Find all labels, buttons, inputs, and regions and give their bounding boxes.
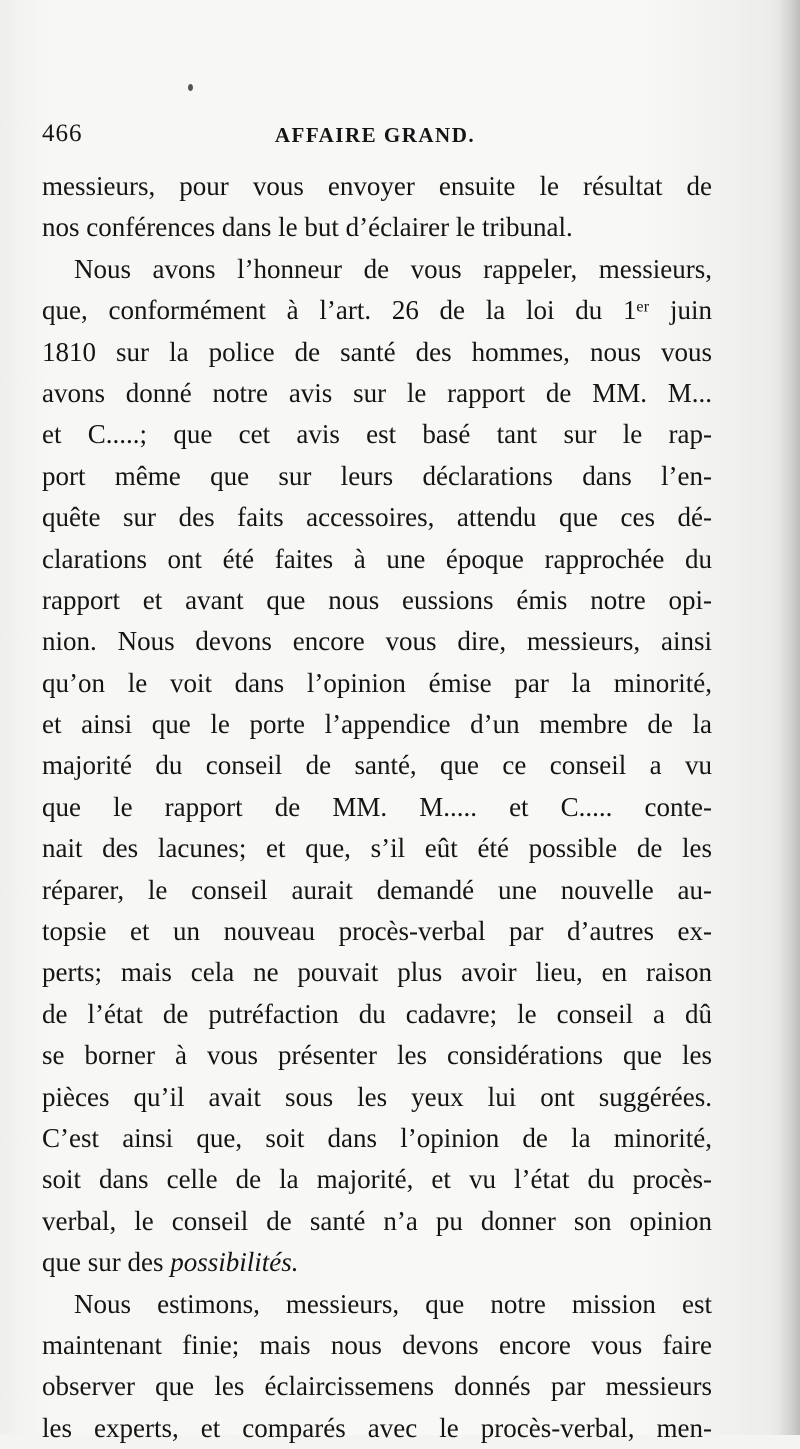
italic-word: possibilités. [170, 1247, 299, 1278]
text-line: Nous avons l’honneur de vous rappeler, messieurs, [74, 253, 712, 284]
text-line: verbal, le conseil de santé n’a pu donner son opinion [42, 1205, 712, 1236]
text-line: 1810 sur la police de santé des hommes, nous vous [42, 336, 712, 367]
text-line: les experts, et comparés avec le procès-verbal, men- [42, 1412, 712, 1443]
text-line: maintenant finie; mais nous devons encore vous faire [42, 1329, 712, 1360]
page-gutter-shadow [778, 0, 800, 1435]
text-line: messieurs, pour vous envoyer ensuite le résultat de [42, 171, 712, 201]
text-line: se borner à vous présenter les considérations que les [42, 1040, 712, 1071]
text-line: que, conformément à l’art. 26 de la loi du 1ᵉʳ juin [42, 295, 712, 326]
text-line: Nous estimons, messieurs, que notre mission est [74, 1288, 712, 1319]
running-title: AFFAIRE GRAND. [274, 123, 476, 147]
text-line: nait des lacunes; et que, s’il eût été possible de les [42, 833, 712, 864]
text-line: C’est ainsi que, soit dans l’opinion de la minorité, [42, 1122, 712, 1153]
text-line: et ainsi que le porte l’appendice d’un membre de la [42, 709, 712, 740]
text-line: quête sur des faits accessoires, attendu que ces dé- [42, 502, 712, 533]
ink-speck [188, 84, 193, 91]
text-line: pièces qu’il avait sous les yeux lui ont suggérées. [42, 1081, 712, 1112]
text-line: et C.....; que cet avis est basé tant sur le rap- [42, 419, 712, 450]
text-line: qu’on le voit dans l’opinion émise par la minorité, [42, 667, 712, 698]
text-line: soit dans celle de la majorité, et vu l’état du procès- [42, 1164, 712, 1195]
page-number: 466 [42, 120, 83, 147]
text-line: nion. Nous devons encore vous dire, messieurs, ainsi [42, 626, 712, 657]
text-line [42, 1242, 712, 1283]
text-line: nos conférences dans le but d’éclairer le tribunal. [42, 212, 573, 243]
text-line: clarations ont été faites à une époque rapprochée du [42, 543, 712, 574]
text-line: port même que sur leurs déclarations dans l’en- [42, 460, 712, 491]
body-text [42, 166, 712, 1449]
text-line: que le rapport de MM. M..... et C..... conte- [42, 791, 712, 822]
page-header [42, 120, 708, 160]
text-line: perts; mais cela ne pouvait plus avoir lieu, en raison [42, 957, 712, 988]
text-line: réparer, le conseil aurait demandé une nouvelle au- [42, 874, 712, 905]
text-line: topsie et un nouveau procès-verbal par d’autres ex- [42, 916, 712, 947]
text-line: observer que les éclaircissemens donnés par messieurs [42, 1371, 712, 1402]
text-line: avons donné notre avis sur le rapport de MM. M... [42, 377, 712, 408]
text-line: de l’état de putréfaction du cadavre; le conseil a dû [42, 998, 712, 1029]
text-line: majorité du conseil de santé, que ce conseil a vu [42, 750, 712, 781]
text-line-start: que sur des [42, 1247, 164, 1278]
text-line: rapport et avant que nous eussions émis notre opi- [42, 584, 712, 615]
